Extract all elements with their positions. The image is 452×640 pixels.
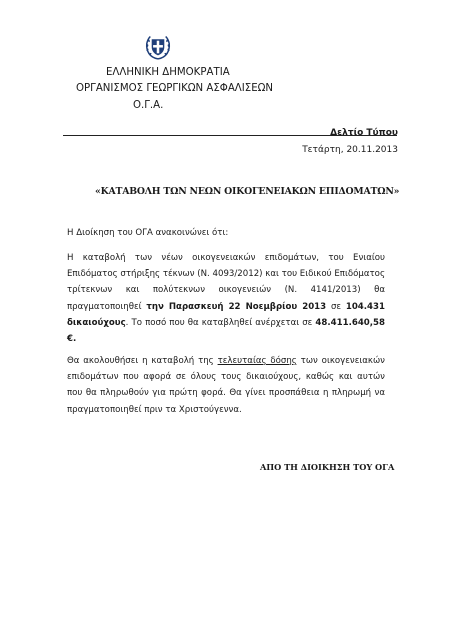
org-line-abbreviation: Ο.Γ.Α. <box>133 100 164 111</box>
installment-text-a: Θα ακολουθήσει η καταβολή της <box>67 356 218 366</box>
payment-text-a: Η καταβολή των νέων οικογενειακών επιδομάτων, του Ενιαίου Επιδόματος στήριξης τέκνων (Ν. 4093/2012) και του Ειδικού Επιδόματος τρίτεκνων και πολύτεκνων οικογενειών (Ν. 4141/2013) θα πραγματοποιηθεί <box>67 253 385 312</box>
payment-text-b: σε <box>326 301 346 312</box>
payment-amount: 48.411.640,58 €. <box>67 317 385 345</box>
document-heading: «ΚΑΤΑΒΟΛΗ ΤΩΝ ΝΕΩΝ ΟΙΚΟΓΕΝΕΙΑΚΩΝ ΕΠΙΔΟΜΑΤΩΝ» <box>95 186 400 197</box>
installment-text-b: των οικογενειακών επιδομάτων που αφορά σε όλους τους δικαιούχους, καθώς και αυτών που θα πληρωθούν για πρώτη φορά. Θα γίνει προσπάθεια η πληρωμή να πραγματοποιηθεί πριν τα Χριστούγεννα. <box>67 356 385 415</box>
intro-paragraph: Η Διοίκηση του ΟΓΑ ανακοινώνει ότι: <box>67 228 229 238</box>
payment-paragraph <box>67 250 385 347</box>
signature-line: ΑΠΟ ΤΗ ΔΙΟΙΚΗΣΗ ΤΟΥ ΟΓΑ <box>260 462 395 472</box>
org-line-republic: ΕΛΛΗΝΙΚΗ ΔΗΜΟΚΡΑΤΙΑ <box>106 67 230 78</box>
payment-date: την Παρασκευή 22 Νοεμβρίου 2013 <box>146 301 327 312</box>
org-line-organization: ΟΡΓΑΝΙΣΜΟΣ ΓΕΩΡΓΙΚΩΝ ΑΣΦΑΛΙΣΕΩΝ <box>76 83 274 94</box>
header-divider <box>63 135 397 136</box>
payment-text-c: . Το ποσό που θα καταβληθεί ανέρχεται σε <box>125 317 316 328</box>
press-release-title: Δελτίο Τύπου <box>330 128 398 138</box>
beneficiary-count: 104.431 δικαιούχους <box>67 301 385 328</box>
last-installment-phrase: τελευταίας δόσης <box>217 356 297 366</box>
press-release-date: Τετάρτη, 20.11.2013 <box>302 145 398 155</box>
next-installment-paragraph <box>67 353 385 418</box>
greek-coat-of-arms-icon <box>144 33 172 61</box>
